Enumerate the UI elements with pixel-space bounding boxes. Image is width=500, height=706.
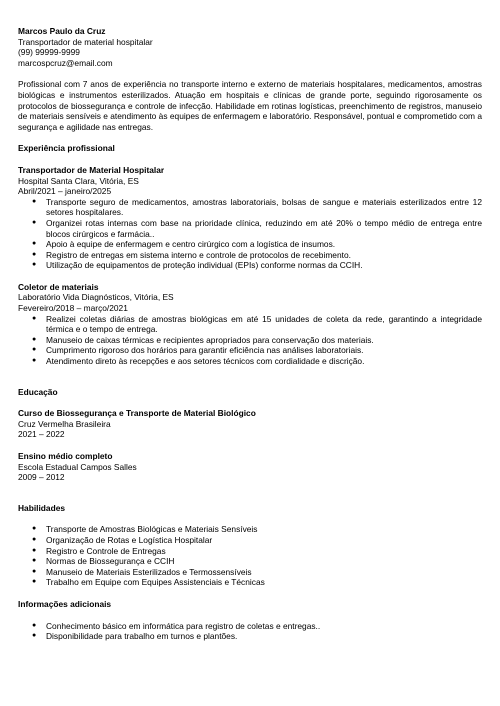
list-item: ● Normas de Biossegurança e CCIH (18, 556, 482, 567)
list-item: ● Conhecimento básico em informática para registro de coletas e entregas.. (18, 621, 482, 632)
list-item: ● Cumprimento rigoroso dos horários para garantir eficiência nas análises laboratoriais. (18, 345, 482, 356)
list-item: ● Realizei coletas diárias de amostras biológicas em até 15 unidades de coleta da rede, garantindo a integridade térmica e o tempo de entrega. (18, 314, 482, 335)
additional-heading: Informações adicionais (18, 598, 112, 609)
list-item: ● Trabalho em Equipe com Equipes Assistenciais e Técnicas (18, 577, 482, 588)
professional-summary: Profissional com 7 anos de experiência no transporte interno e externo de materiais hospitalares, medicamentos, amostras biológicas e instrumentos esterilizados. Atuação em hospitais e clínicas de grande porte, seguindo rigorosamente os protocolos de biossegurança e controle de infecção. Habilidade em rotinas logísticas, preenchimento de registros, manuseio de materiais sensíveis e atendimento às equipes de enfermagem e laboratório. Responsável, pontual e comprometido com a segurança e agilidade nas entregas. (18, 79, 482, 132)
education-item-1 (18, 408, 482, 440)
list-item: ● Organizei rotas internas com base na prioridade clínica, reduzindo em até 20% o tempo médio de entrega entre blocos cirúrgicos e farmácia.. (18, 218, 482, 239)
job-1 (18, 165, 482, 271)
list-item: ● Transporte seguro de medicamentos, amostras laboratoriais, bolsas de sangue e materiais esterilizados entre 12 setores hospitalares. (18, 197, 482, 218)
course-name: Curso de Biossegurança e Transporte de Material Biológico (18, 408, 256, 419)
list-item: ● Disponibilidade para trabalho em turnos e plantões. (18, 631, 482, 642)
header (18, 26, 482, 68)
list-item: ● Transporte de Amostras Biológicas e Materiais Sensíveis (18, 524, 482, 535)
candidate-name: Marcos Paulo da Cruz (18, 26, 106, 36)
skills-list (18, 524, 482, 588)
job-bullets (18, 197, 482, 271)
school-name: Cruz Vermelha Brasileira (18, 418, 111, 429)
list-item: ● Atendimento direto às recepções e aos setores técnicos com cordialidade e discrição. (18, 356, 482, 367)
course-period: 2009 – 2012 (18, 472, 65, 483)
list-item: ● Apoio à equipe de enfermagem e centro cirúrgico com a logística de insumos. (18, 239, 482, 250)
skills-heading: Habilidades (18, 502, 66, 513)
job-title: Coletor de materiais (18, 281, 99, 292)
job-period: Fevereiro/2018 – março/2021 (18, 303, 128, 314)
list-item: ● Organização de Rotas e Logística Hospitalar (18, 535, 482, 546)
list-item: ● Registro e Controle de Entregas (18, 546, 482, 557)
course-name: Ensino médio completo (18, 451, 113, 461)
list-item: ● Manuseio de caixas térmicas e recipientes apropriados para conservação dos materiais. (18, 335, 482, 346)
additional-list (18, 621, 482, 642)
list-item: ● Manuseio de Materiais Esterilizados e Termossensíveis (18, 567, 482, 578)
candidate-role: Transportador de material hospitalar (18, 36, 153, 47)
job-company: Laboratório Vida Diagnósticos, Vitória, ES (18, 292, 174, 303)
list-item: ● Utilização de equipamentos de proteção individual (EPIs) conforme normas da CCIH. (18, 260, 482, 271)
job-bullets (18, 314, 482, 367)
list-item: ● Registro de entregas em sistema interno e controle de protocolos de recebimento. (18, 250, 482, 261)
education-item-2 (18, 451, 482, 483)
candidate-phone: (99) 99999-9999 (18, 47, 80, 58)
job-title: Transportador de Material Hospitalar (18, 164, 165, 175)
job-period: Abril/2021 – janeiro/2025 (18, 186, 112, 197)
experience-heading: Experiência profissional (18, 143, 115, 154)
job-2 (18, 282, 482, 367)
job-company: Hospital Santa Clara, Vitória, ES (18, 175, 139, 186)
education-heading: Educação (18, 386, 58, 397)
candidate-email: marcospcruz@email.com (18, 57, 113, 68)
course-period: 2021 – 2022 (18, 429, 65, 440)
school-name: Escola Estadual Campos Salles (18, 461, 137, 472)
